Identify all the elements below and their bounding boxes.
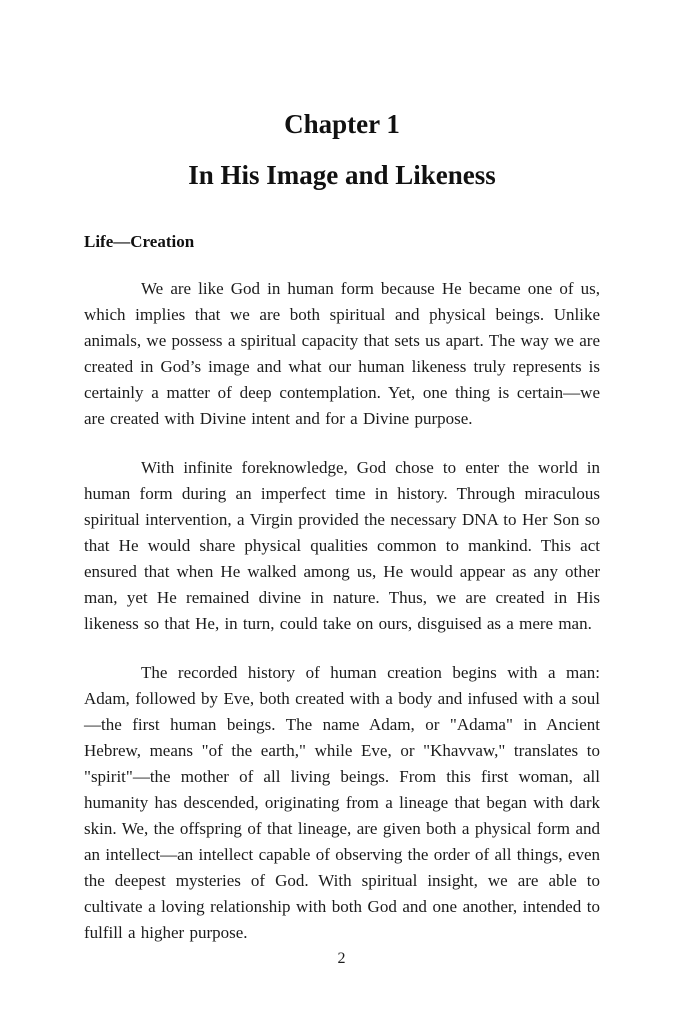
page-number: 2 [337, 950, 346, 967]
chapter-title-heading: In His Image and Likeness [188, 159, 496, 190]
body-paragraph-2: With infinite foreknowledge, God chose to enter the world in human form during an imperfect time in history. Through miraculous spiritual intervention, a Virgin provided the necessary DNA to Her Son so that He would share physical qualities common to mankind. This act ensured that when He walked among us, He would appear as any other man, yet He remained divine in nature. Thus, we are created in His likeness so that He, in turn, could take on ours, disguised as a mere man. [84, 457, 600, 633]
body-paragraph-3: The recorded history of human creation begins with a man: Adam, followed by Eve, both created with a body and infused with a soul—the first human beings. The name Adam, or "Adama" in Ancient Hebrew, means "of the earth," while Eve, or "Khavvaw," translates to "spirit"—the mother of all living beings. From this first woman, all humanity has descended, originating from a lineage that began with dark skin. We, the offspring of that lineage, are given both a physical form and an intellect—an intellect capable of observing the order of all things, even the deepest mysteries of God. With spiritual insight, we are able to cultivate a loving relationship with both God and one another, intended to fulfill a higher purpose. [84, 662, 600, 942]
page-content [84, 0, 600, 946]
chapter-number-heading: Chapter 1 [284, 109, 400, 139]
section-heading: Life—Creation [84, 232, 195, 252]
body-paragraph-1: We are like God in human form because He became one of us, which implies that we are both spiritual and physical beings. Unlike animals, we possess a spiritual capacity that sets us apart. The way we are created in God’s image and what our human likeness truly represents is certainly a matter of deep contemplation. Yet, one thing is certain—we are created with Divine intent and for a Divine purpose. [84, 278, 600, 428]
